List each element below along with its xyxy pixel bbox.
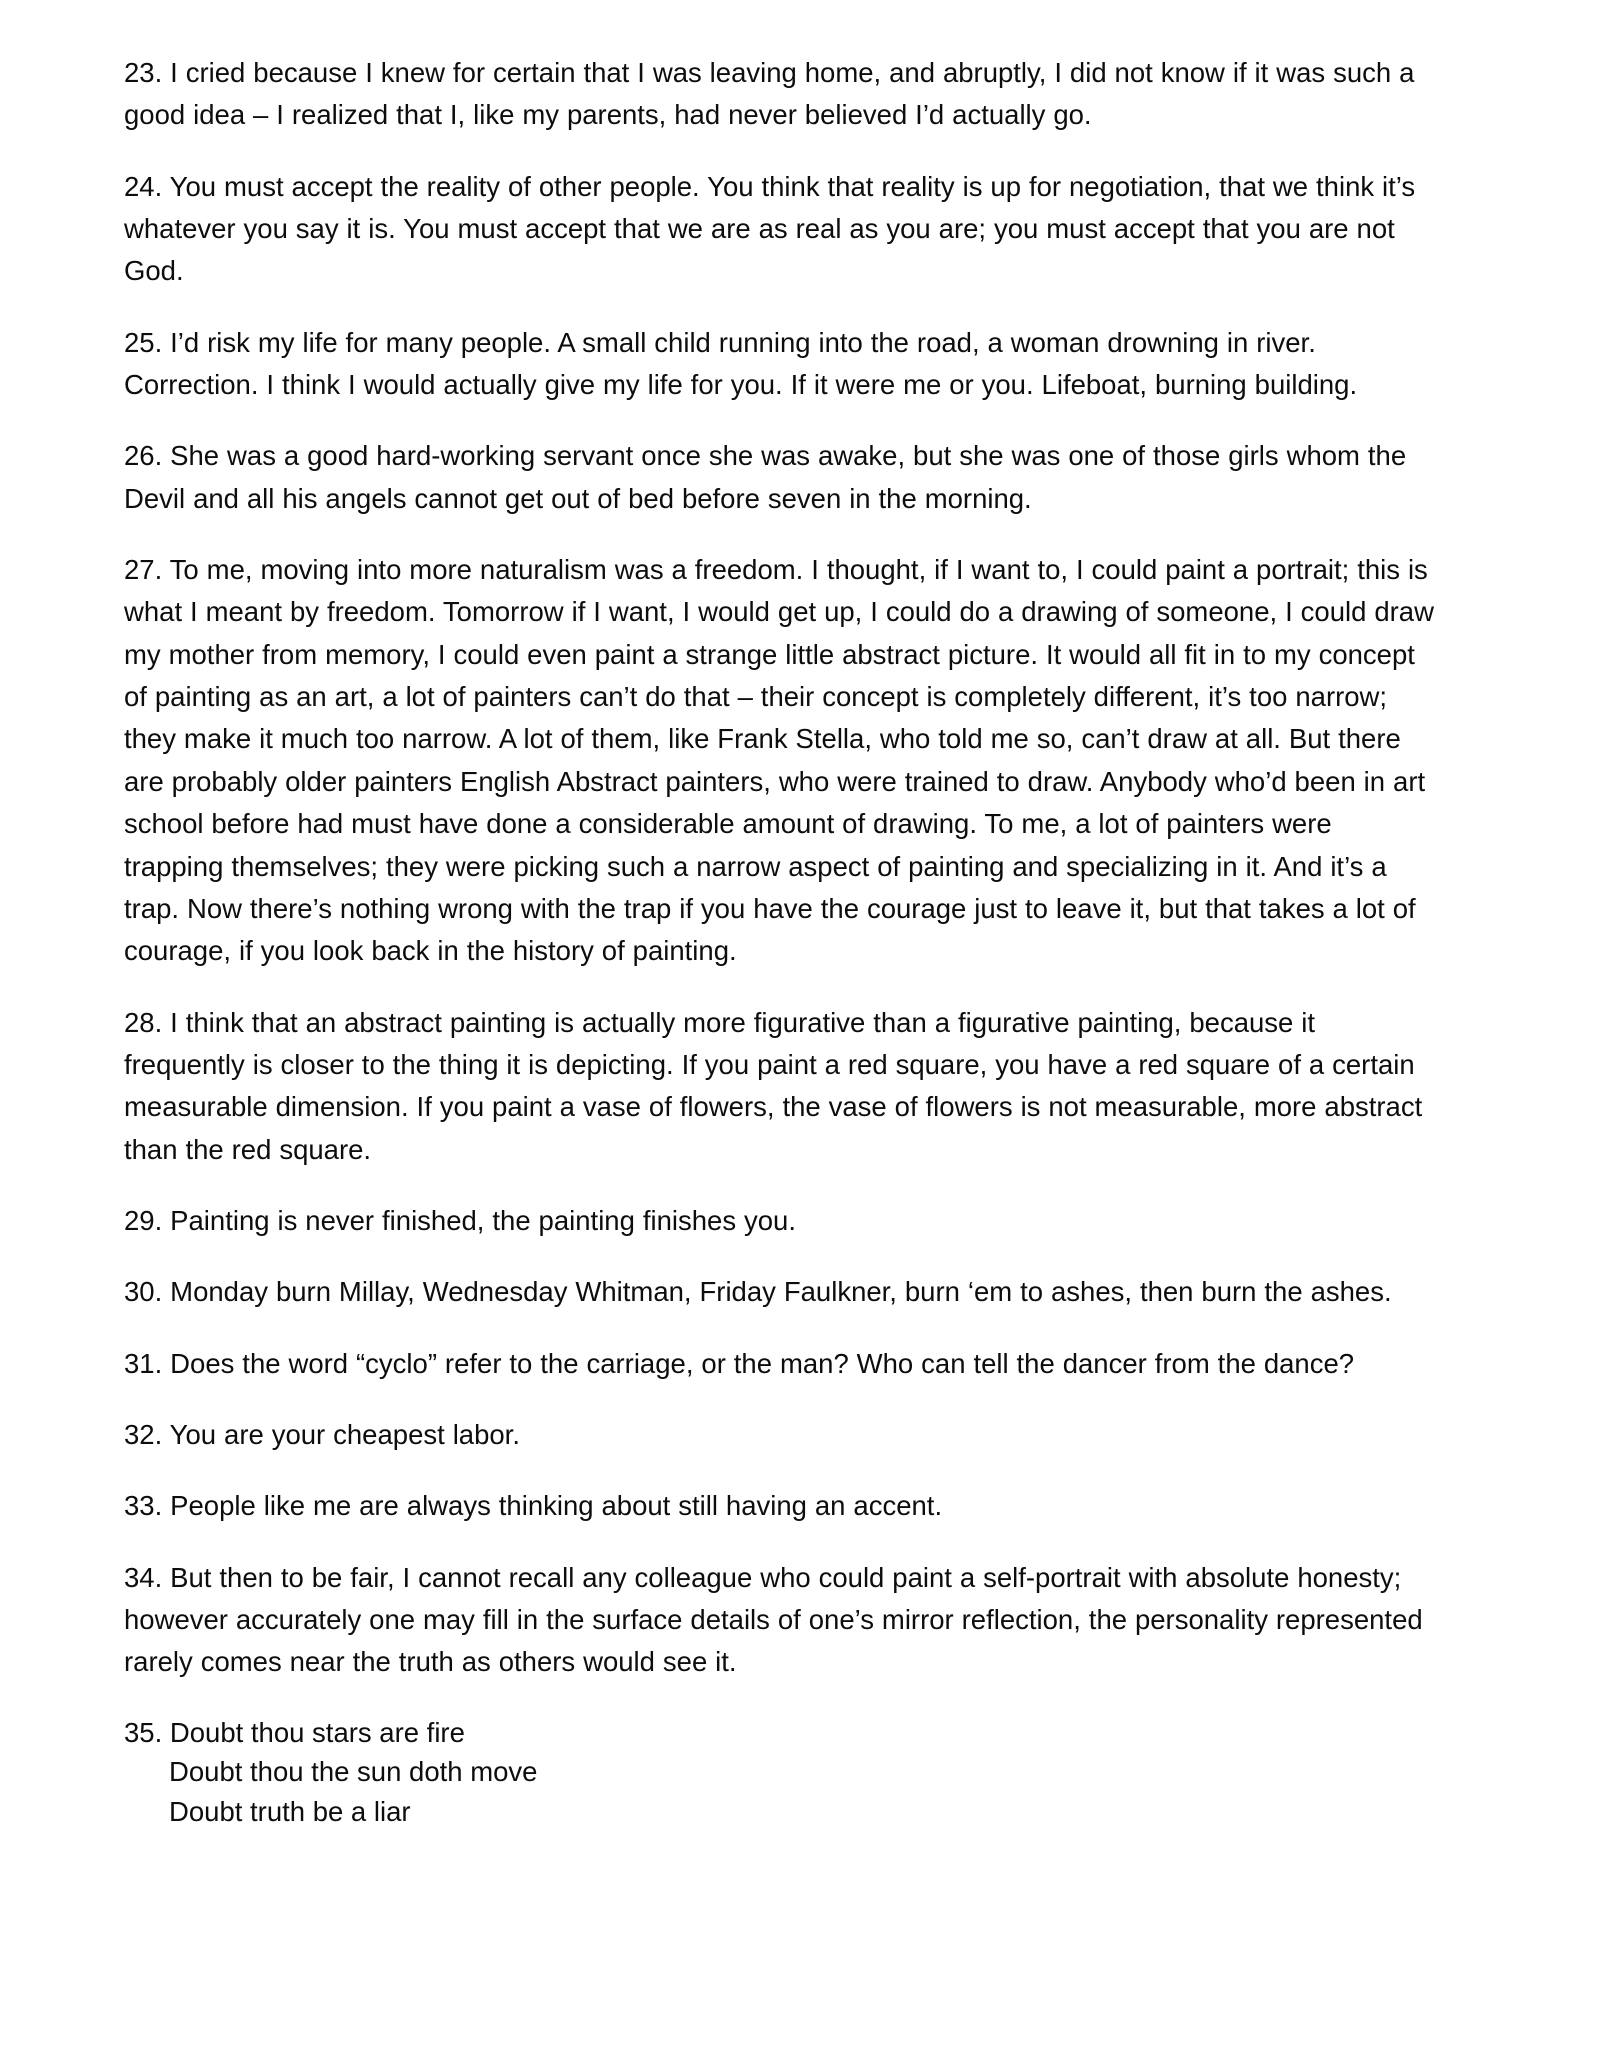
- quote-paragraph-31: 31. Does the word “cyclo” refer to the carriage, or the man? Who can tell the dancer from the dance?: [124, 1347, 1355, 1379]
- document-body: [124, 52, 1434, 1831]
- quote-paragraph-32: 32. You are your cheapest labor.: [124, 1418, 520, 1450]
- quote-paragraph-29: 29. Painting is never finished, the painting finishes you.: [124, 1204, 796, 1236]
- verse-line-2: Doubt thou the sun doth move: [169, 1756, 538, 1788]
- verse-line-3: Doubt truth be a liar: [169, 1795, 411, 1827]
- quote-paragraph-30: 30. Monday burn Millay, Wednesday Whitman, Friday Faulkner, burn ‘em to ashes, then burn the ashes.: [124, 1276, 1392, 1308]
- quote-paragraph-28: 28. I think that an abstract painting is actually more figurative than a figurative painting, because it frequently is closer to the thing it is depicting. If you paint a red square, you have a red square of a certain measurable dimension. If you paint a vase of flowers, the vase of flowers is not measurable, more abstract than the red square.: [124, 1006, 1423, 1165]
- verse-line-1: 35. Doubt thou stars are fire: [124, 1716, 465, 1748]
- quote-paragraph-23: 23. I cried because I knew for certain that I was leaving home, and abruptly, I did not know if it was such a good idea – I realized that I, like my parents, had never believed I’d actually go.: [124, 57, 1415, 131]
- quote-paragraph-34: 34. But then to be fair, I cannot recall any colleague who could paint a self-portrait with absolute honesty; however accurately one may fill in the surface details of one’s mirror reflection, the personality represented rarely comes near the truth as others would see it.: [124, 1561, 1423, 1678]
- quote-paragraph-24: 24. You must accept the reality of other people. You think that reality is up for negotiation, that we think it’s whatever you say it is. You must accept that we are as real as you are; you must accept that you are not God.: [124, 170, 1416, 287]
- quote-paragraph-25: 25. I’d risk my life for many people. A small child running into the road, a woman drowning in river. Correction. I think I would actually give my life for you. If it were me or you. Lifeboat, burning building.: [124, 326, 1358, 401]
- quote-paragraph-33: 33. People like me are always thinking about still having an accent.: [124, 1490, 943, 1522]
- quote-paragraph-26: 26. She was a good hard-working servant once she was awake, but she was one of those girls whom the Devil and all his angels cannot get out of bed before seven in the morning.: [124, 440, 1407, 514]
- quote-paragraph-27: 27. To me, moving into more naturalism was a freedom. I thought, if I want to, I could paint a portrait; this is what I meant by freedom. Tomorrow if I want, I would get up, I could do a drawing of someone, I could draw my mother from memory, I could even paint a strange little abstract picture. It would all fit in to my concept of painting as an art, a lot of painters can’t do that – their concept is completely different, it’s too narrow; they make it much too narrow. A lot of them, like Frank Stella, who told me so, can’t draw at all. But there are probably older painters English Abstract painters, who were trained to draw. Anybody who’d been in art school before had must have done a considerable amount of drawing. To me, a lot of painters were trapping themselves; they were picking such a narrow aspect of painting and specializing in it. And it’s a trap. Now there’s nothing wrong with the trap if you have the courage just to leave it, but that takes a lot of courage, if you look back in the history of painting.: [124, 554, 1434, 967]
- quote-paragraph-35-verse: [124, 1713, 1434, 1832]
